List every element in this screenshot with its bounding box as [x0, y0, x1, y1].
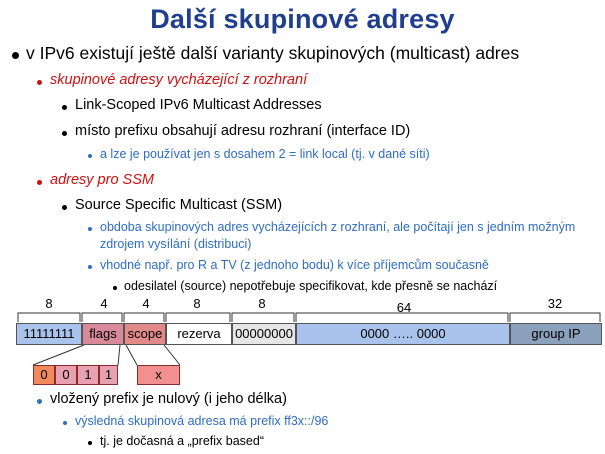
bullet-text-continued: zdrojem vysílání (distribuci)	[100, 237, 252, 251]
bullet-text: tj. je dočasná a „prefix based“	[100, 434, 264, 448]
bracket	[18, 313, 80, 322]
scope-value: x	[137, 365, 180, 385]
bullet-text: vložený prefix je nulový (i jeho délka)	[50, 391, 287, 407]
bracket	[166, 313, 230, 322]
bullet-text: vhodné např. pro R a TV (z jednoho bodu) k více příjemcům současně	[100, 258, 489, 272]
connector	[126, 345, 137, 365]
bullet-dot	[88, 441, 92, 445]
bit-width-label: 4	[100, 296, 108, 311]
bit-width-label: 8	[45, 296, 53, 311]
slide-title: Další skupinové adresy	[150, 4, 455, 34]
field-reserved: rezerva	[166, 323, 232, 345]
bullet-dot	[37, 399, 42, 404]
bullet-dot	[63, 421, 67, 425]
bullet-text: a lze je používat jen s dosahem 2 = link local (tj. v dané síti)	[100, 147, 430, 161]
bit-width-label: 8	[193, 296, 201, 311]
flag-bit: 0	[55, 365, 77, 385]
bullet-text: Link-Scoped IPv6 Multicast Addresses	[75, 97, 322, 113]
bullet-text: odesilatel (source) nepotřebuje specifikovat, kde přesně se nachází	[124, 279, 498, 293]
field-prefix: 11111111	[16, 323, 82, 345]
bullet-text: obdoba skupinových adres vycházejících z rozhraní, ale počítají jen s jedním možným	[100, 220, 576, 234]
bit-width-label: 4	[142, 296, 150, 311]
bit-width-label: 64	[396, 300, 412, 315]
field-group-id: group IP	[510, 323, 602, 345]
bracket	[232, 313, 294, 322]
connector	[33, 345, 84, 365]
bracket	[296, 313, 508, 322]
connector	[164, 345, 180, 365]
connector	[118, 345, 120, 365]
field-prefix-zero: 0000 ….. 0000	[296, 323, 510, 345]
flag-bit: 0	[33, 365, 55, 385]
flag-bit: 1	[77, 365, 99, 385]
bullet-text: místo prefixu obsahují adresu rozhraní (interface ID)	[75, 123, 411, 139]
bracket	[510, 313, 600, 322]
field-plen: 00000000	[232, 323, 296, 345]
bullet-text: adresy pro SSM	[50, 172, 154, 188]
field-scope: scope	[124, 323, 166, 345]
bracket	[124, 313, 164, 322]
flag-bit: 1	[99, 365, 118, 385]
bit-width-label: 32	[547, 296, 563, 311]
bracket	[82, 313, 122, 322]
bit-width-label: 8	[258, 296, 266, 311]
field-flags: flags	[82, 323, 124, 345]
bullet-text: v IPv6 existují ještě další varianty skupinových (multicast) adres	[26, 43, 520, 63]
bullet-text: výsledná skupinová adresa má prefix ff3x::/96	[75, 414, 329, 428]
bullet-text: skupinové adresy vycházející z rozhraní	[50, 72, 308, 88]
bullet-text: Source Specific Multicast (SSM)	[75, 197, 283, 213]
